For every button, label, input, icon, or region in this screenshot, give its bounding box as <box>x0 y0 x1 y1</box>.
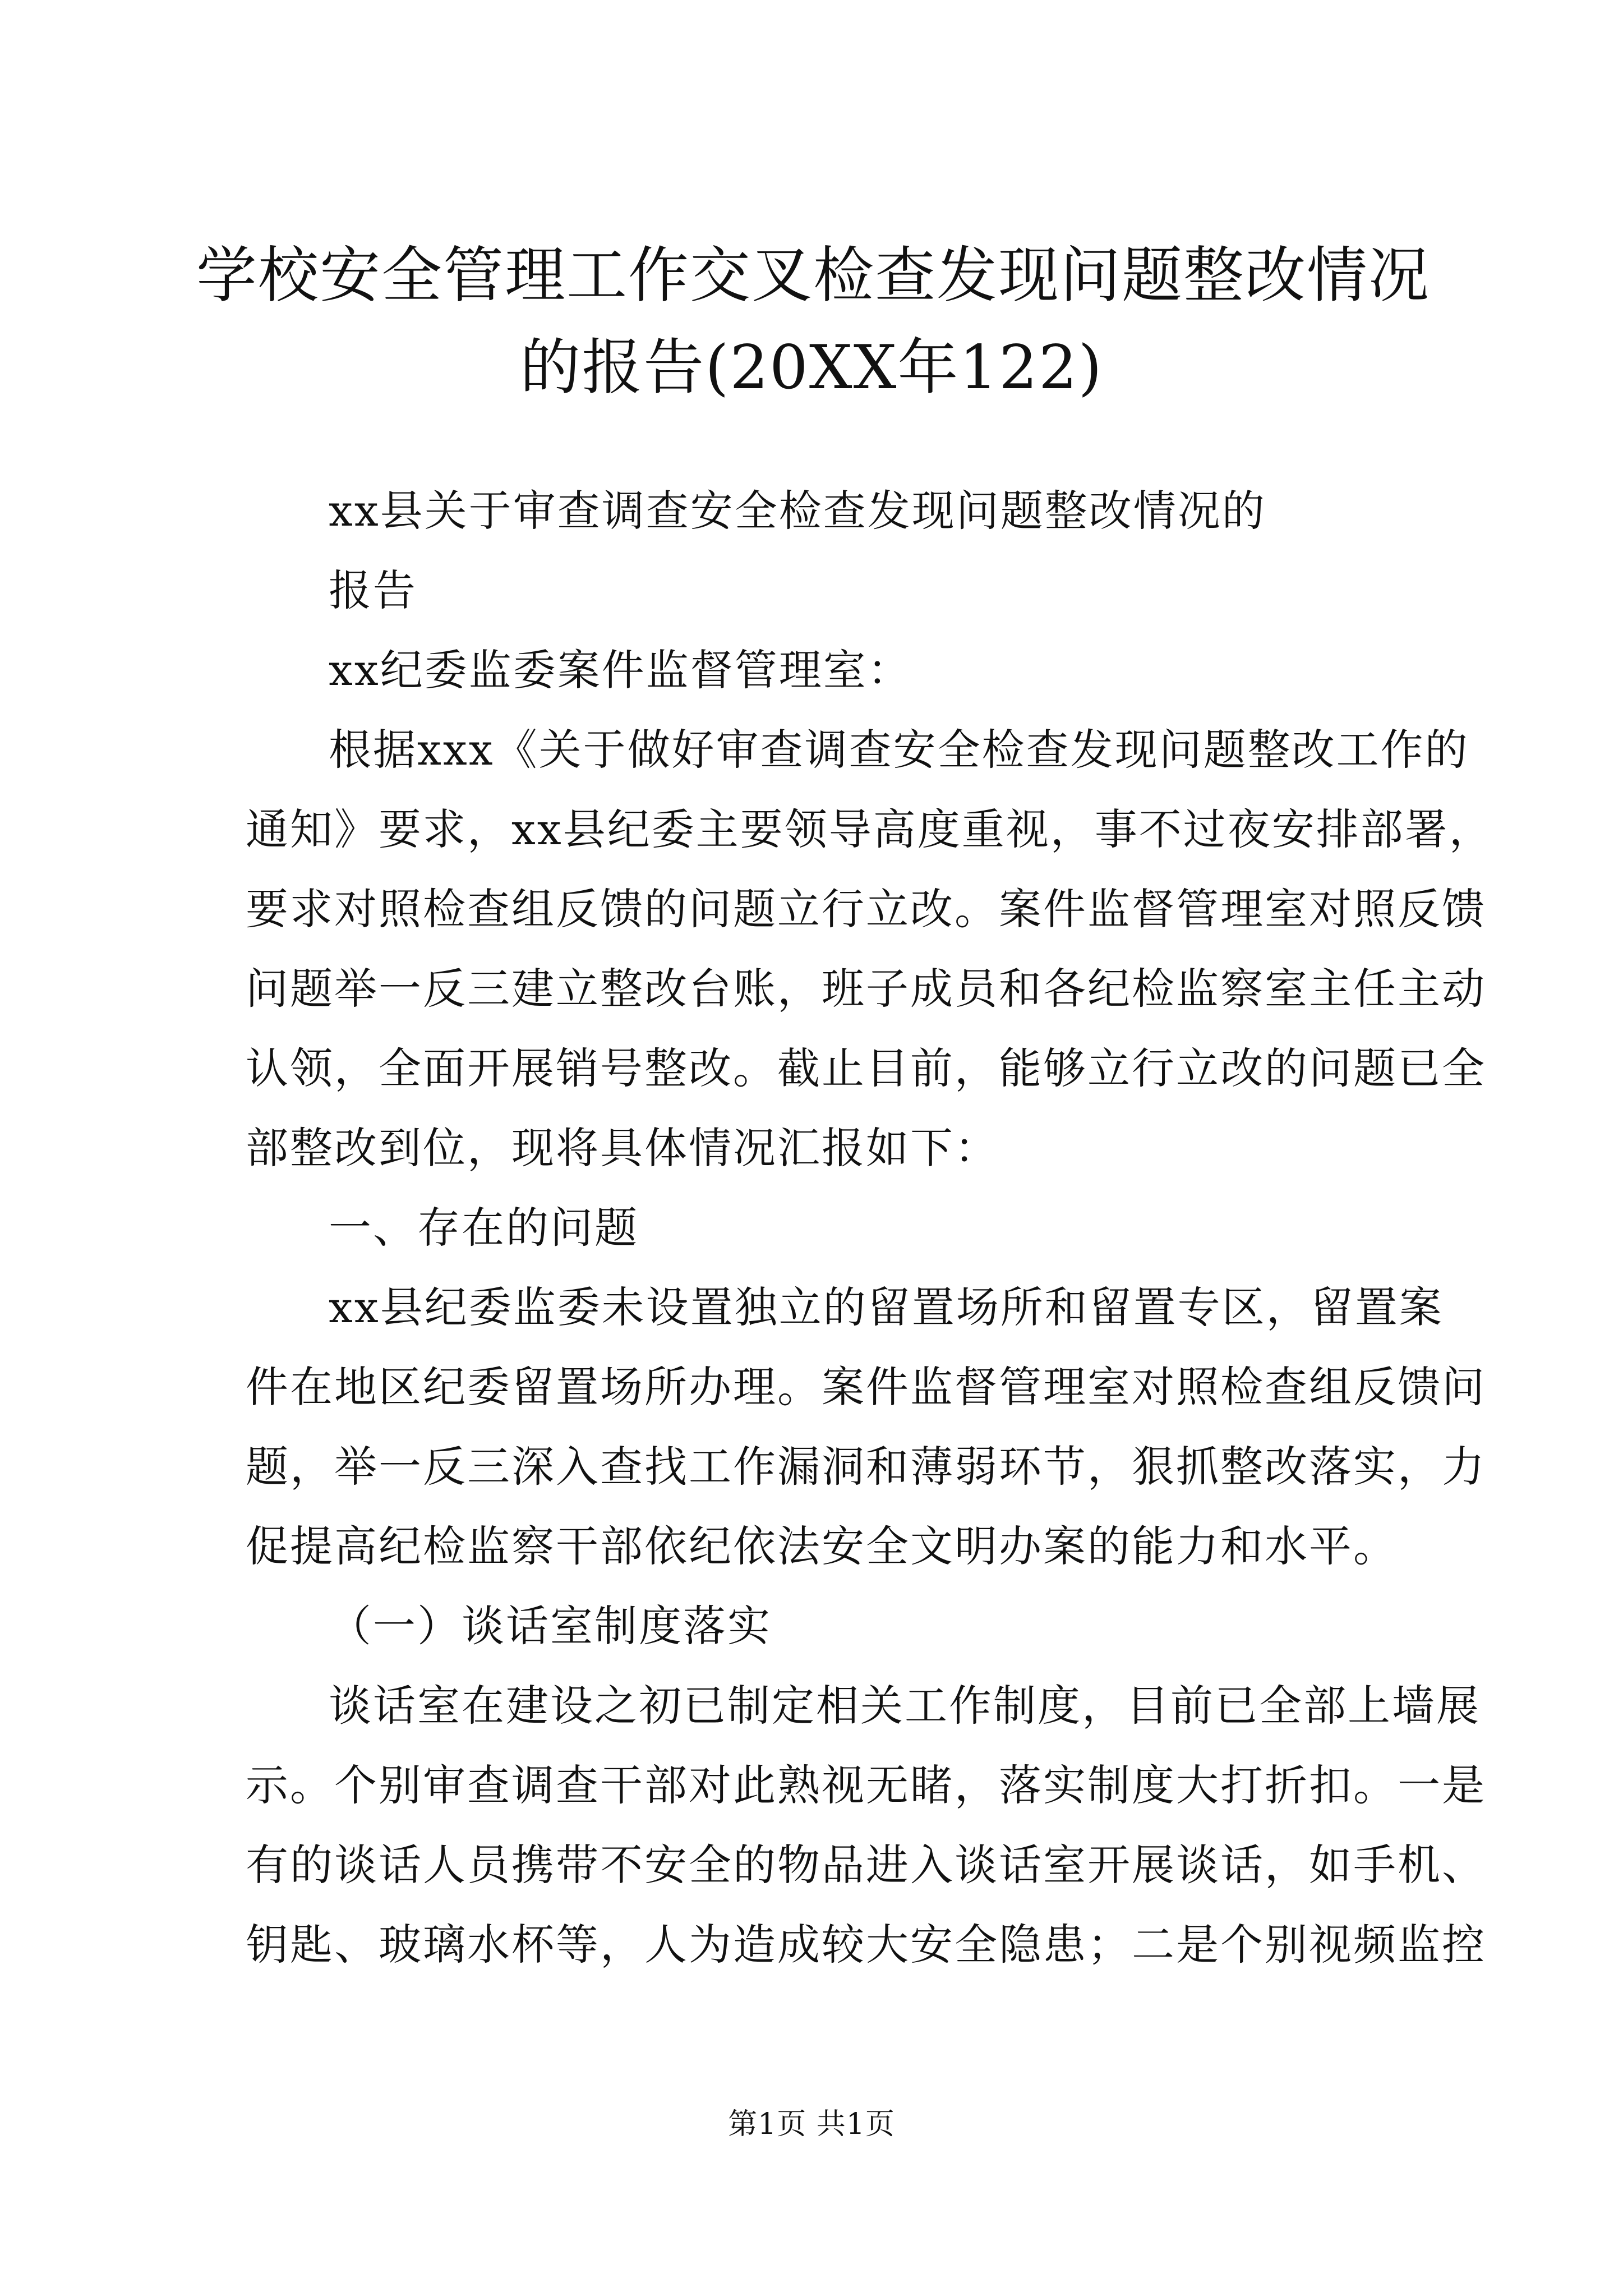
body-line: 认领，全面开展销号整改。截止目前，能够立行立改的问题已全 <box>246 1043 1486 1093</box>
body-line: 钥匙、玻璃水杯等，人为造成较大安全隐患；二是个别视频监控 <box>246 1920 1486 1970</box>
body-line: xx纪委监委案件监督管理室： <box>329 645 912 695</box>
body-line: 题，举一反三深入查找工作漏洞和薄弱环节，狠抓整改落实，力 <box>246 1442 1486 1492</box>
body-line: 部整改到位，现将具体情况汇报如下： <box>246 1123 999 1173</box>
subsection-heading: （一）谈话室制度落实 <box>329 1601 772 1651</box>
body-line: 根据xxx《关于做好审查调查安全检查发现问题整改工作的 <box>329 725 1469 775</box>
body-line: 要求对照检查组反馈的问题立行立改。案件监督管理室对照反馈 <box>246 884 1486 934</box>
page-footer: 第1页 共1页 <box>728 2108 895 2141</box>
body-line: 示。个别审查调查干部对此熟视无睹，落实制度大打折扣。一是 <box>246 1760 1486 1810</box>
body-line: 谈话室在建设之初已制定相关工作制度，目前已全部上墙展 <box>329 1681 1481 1731</box>
body-line: 促提高纪检监察干部依纪依法安全文明办案的能力和水平。 <box>246 1521 1398 1571</box>
body-line: xx县关于审查调查安全检查发现问题整改情况的 <box>329 486 1266 536</box>
section-heading: 一、存在的问题 <box>329 1203 639 1253</box>
body-line: 问题举一反三建立整改台账，班子成员和各纪检监察室主任主动 <box>246 964 1486 1014</box>
body-line: xx县纪委监委未设置独立的留置场所和留置专区，留置案 <box>329 1282 1444 1332</box>
body-line: 件在地区纪委留置场所办理。案件监督管理室对照检查组反馈问 <box>246 1362 1486 1412</box>
document-title <box>196 230 1431 414</box>
body-line: 通知》要求，xx县纪委主要领导高度重视，事不过夜安排部署， <box>246 804 1493 854</box>
title-line-1: 学校安全管理工作交叉检查发现问题整改情况 <box>196 241 1431 311</box>
document-body <box>246 471 1493 1985</box>
body-line: 有的谈话人员携带不安全的物品进入谈话室开展谈话，如手机、 <box>246 1840 1486 1890</box>
title-line-2: 的报告(20XX年122) <box>520 333 1103 403</box>
body-line: 报告 <box>329 565 417 615</box>
